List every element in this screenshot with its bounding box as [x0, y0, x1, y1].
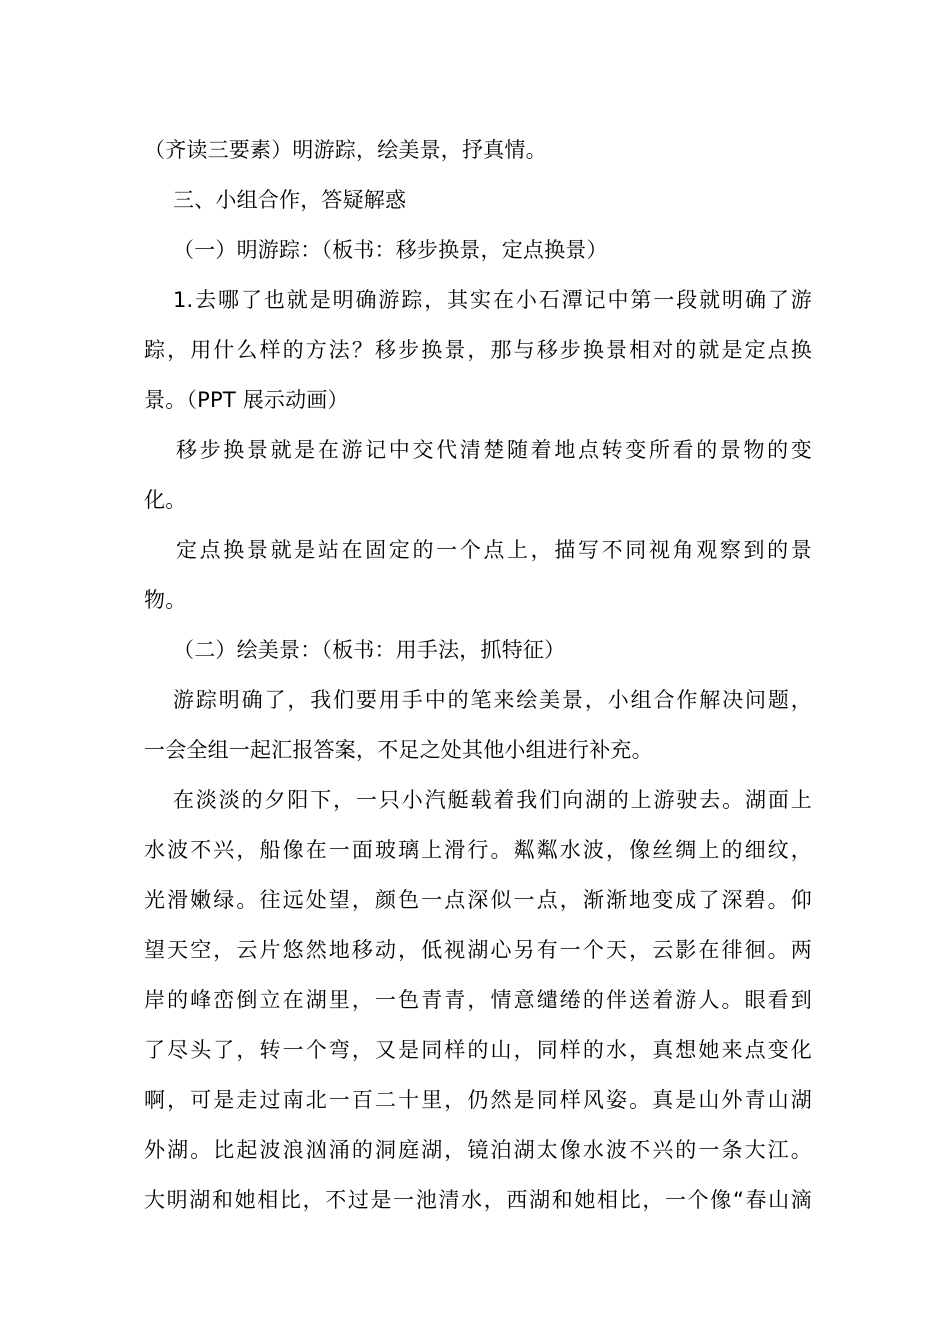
text-line-10: 物。 [144, 588, 187, 612]
text-line-8: 化。 [144, 488, 187, 512]
text-line-20: 啊，可是走过南北一百二十里，仍然是同样风姿。真是山外青山湖 [144, 1088, 812, 1112]
text-line-1: （齐读三要素）明游踪，绘美景，抒真情。 [144, 138, 547, 162]
text-line-19: 了尽头了，转一个弯，又是同样的山，同样的水，真想她来点变化 [144, 1038, 812, 1062]
text-line-5: 踪，用什么样的方法？移步换景，那与移步换景相对的就是定点换 [144, 338, 812, 362]
text-line-9: 定点换景就是站在固定的一个点上，描写不同视角观察到的景 [176, 538, 812, 562]
text-line-12: 游踪明确了，我们要用手中的笔来绘美景，小组合作解决问题， [173, 688, 812, 712]
text-line-22: 大明湖和她相比，不过是一池清水，西湖和她相比，一个像“春山滴 [144, 1188, 812, 1212]
subheading-scenery: （二）绘美景：（板书：用手法，抓特征） [173, 638, 566, 662]
text-line-4: 1.去哪了也就是明确游踪，其实在小石潭记中第一段就明确了游 [173, 288, 812, 312]
text-line-18: 岸的峰峦倒立在湖里，一色青青，情意缱绻的伴送着游人。眼看到 [144, 988, 812, 1012]
text-line-6: 景。（PPT 展示动画） [144, 388, 349, 412]
text-line-13: 一会全组一起汇报答案，不足之处其他小组进行补充。 [144, 738, 653, 762]
text-line-16: 光滑嫩绿。往远处望，颜色一点深似一点，渐渐地变成了深碧。仰 [144, 888, 812, 912]
text-line-21: 外湖。比起波浪汹涌的洞庭湖，镜泊湖太像水波不兴的一条大江。 [144, 1138, 812, 1162]
text-line-17: 望天空，云片悠然地移动，低视湖心另有一个天，云影在徘徊。两 [144, 938, 812, 962]
text-line-15: 水波不兴，船像在一面玻璃上滑行。粼粼水波，像丝绸上的细纹， [144, 838, 812, 862]
text-line-14: 在淡淡的夕阳下，一只小汽艇载着我们向湖的上游驶去。湖面上 [173, 788, 812, 812]
section-heading-3: 三、小组合作，答疑解惑 [173, 188, 407, 212]
text-line-7: 移步换景就是在游记中交代清楚随着地点转变所看的景物的变 [176, 438, 812, 462]
subheading-track: （一）明游踪：（板书：移步换景，定点换景） [173, 238, 608, 262]
